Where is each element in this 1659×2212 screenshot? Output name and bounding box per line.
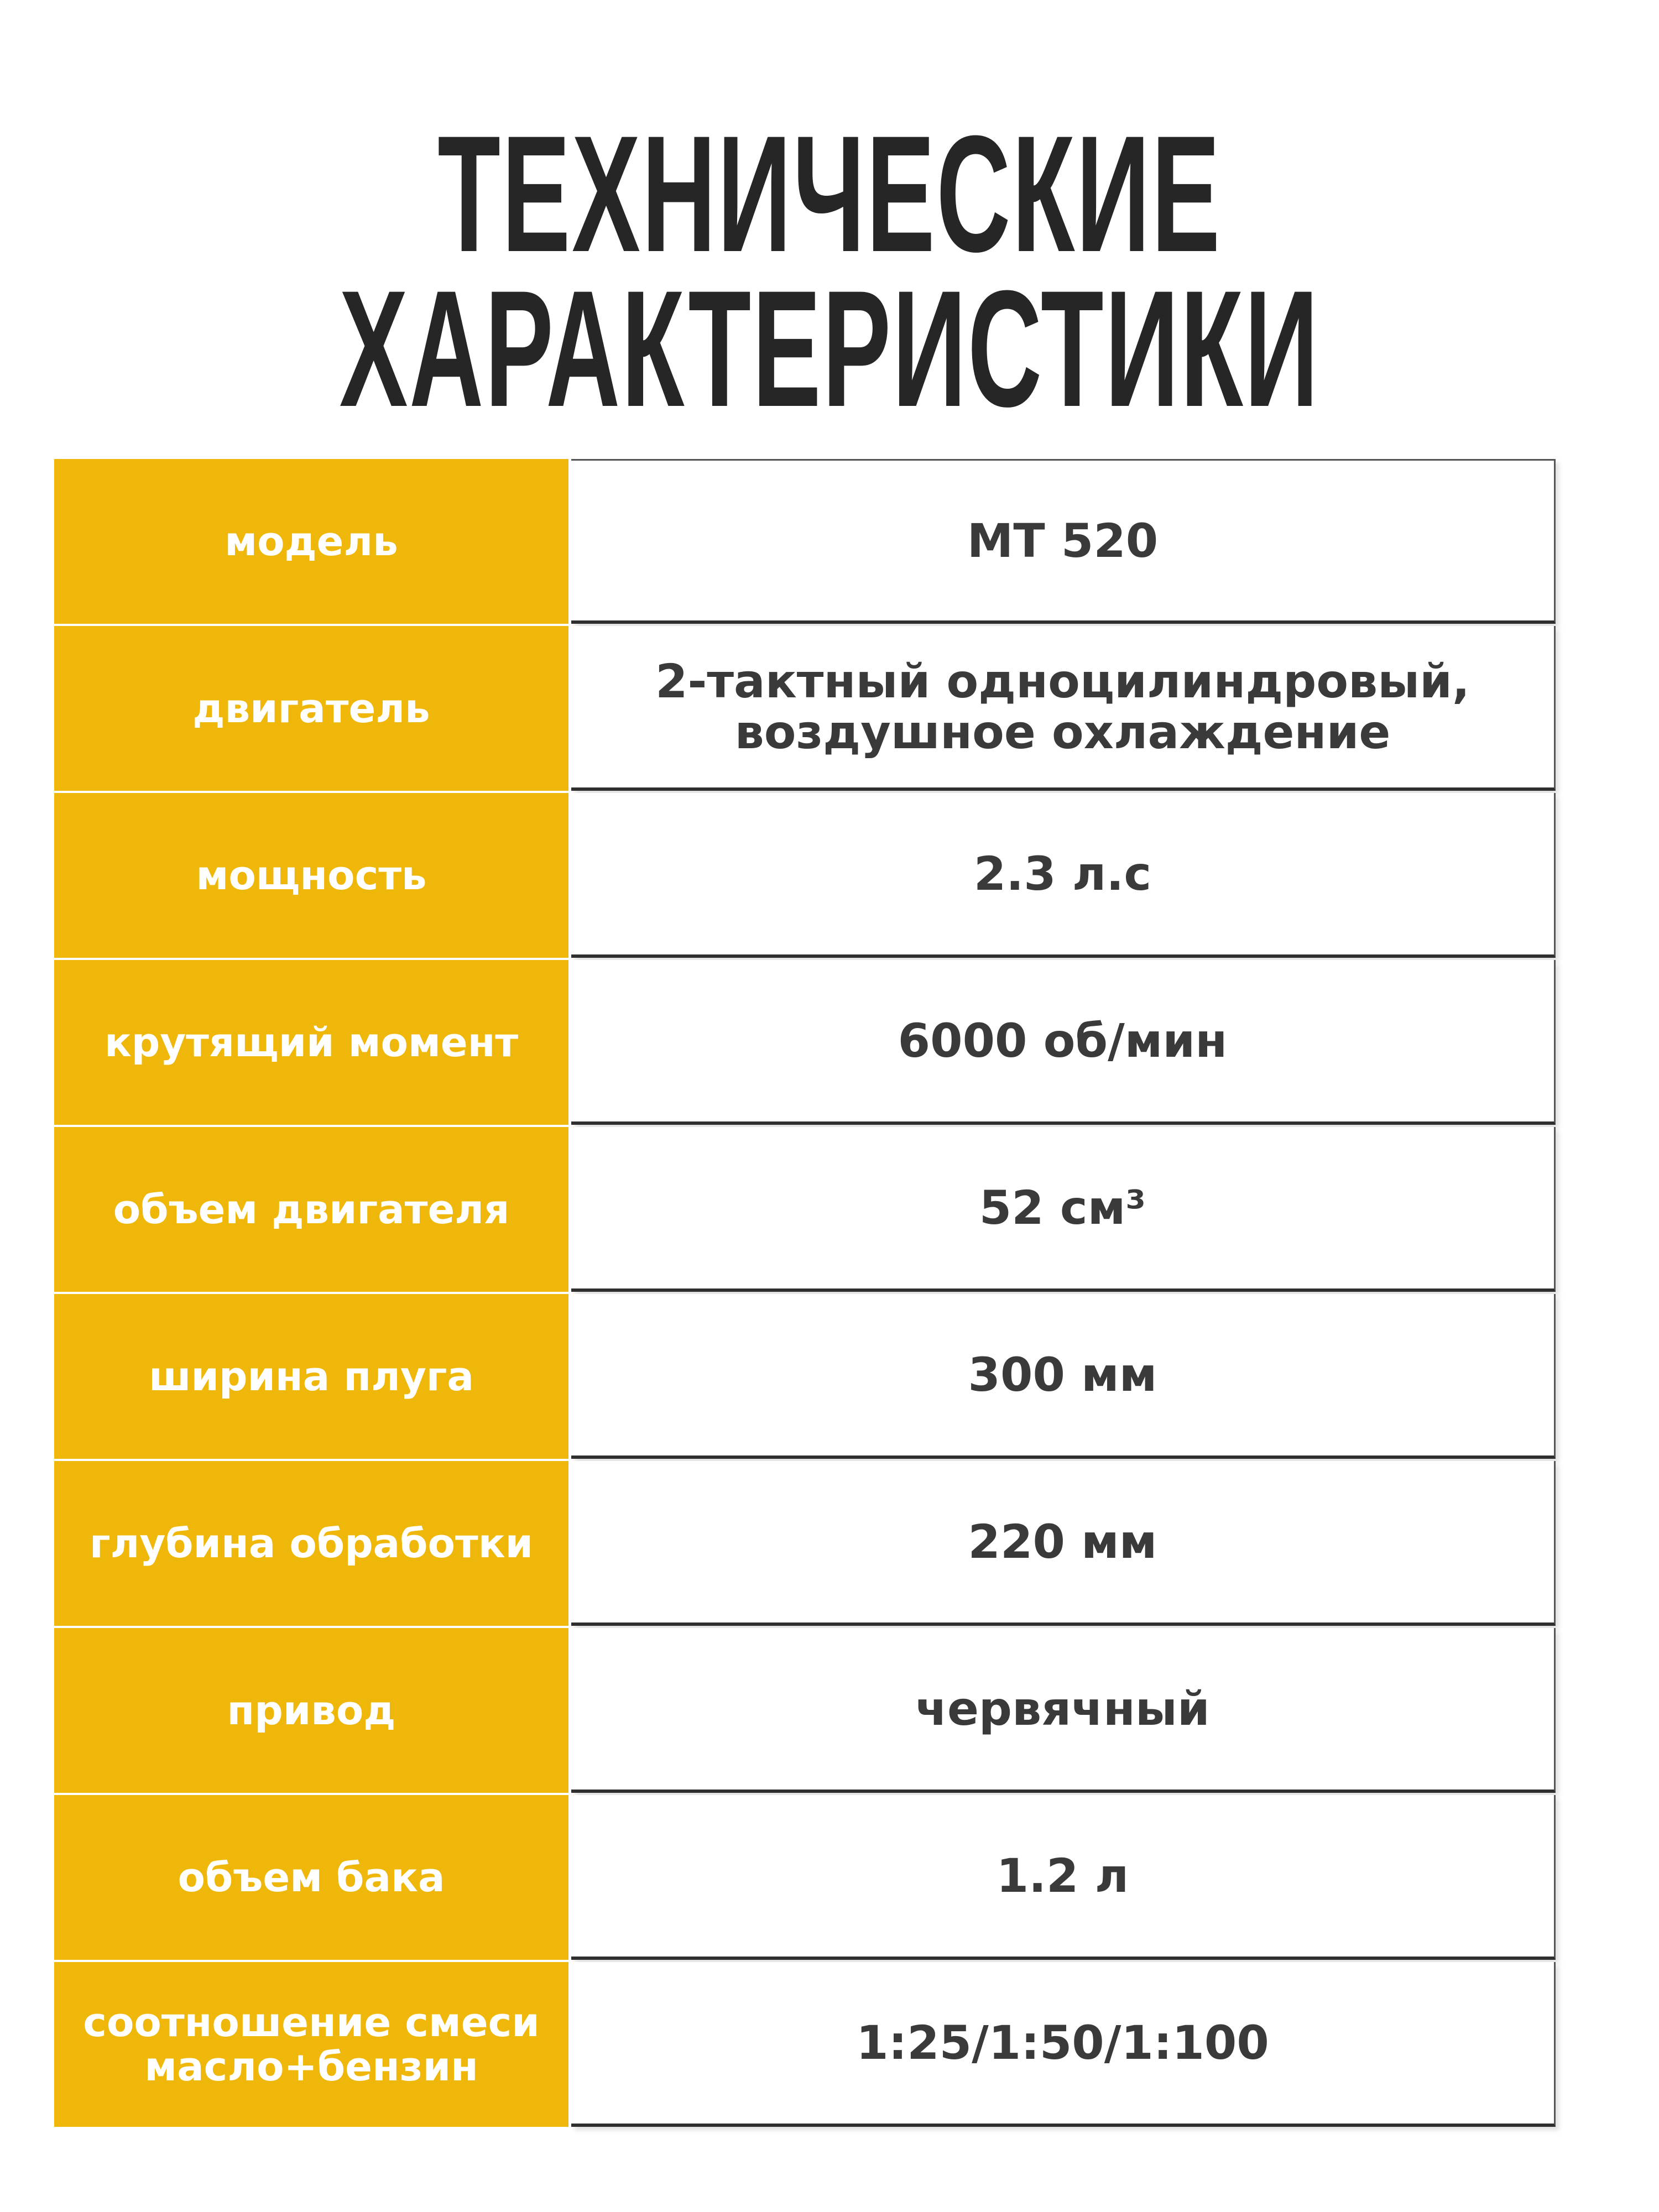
spec-key-cell <box>54 626 568 791</box>
page-title-line-1: ТЕХНИЧЕСКИЕ <box>437 101 1222 286</box>
spec-value-cell <box>571 1962 1556 2127</box>
spec-value-cell <box>571 960 1556 1125</box>
spec-row-fuel-mix <box>54 1962 1554 2128</box>
spec-key-label: привод <box>227 1687 396 1734</box>
spec-key-label: глубина обработки <box>89 1520 534 1567</box>
spec-key-label: модель <box>225 518 398 565</box>
spec-value-text: MT 520 <box>967 513 1159 568</box>
spec-value-cell <box>571 1795 1556 1960</box>
spec-value-cell <box>571 793 1556 958</box>
spec-value-text: 2-тактный одноцилиндровый, воздушное охлаждение <box>655 654 1470 759</box>
spec-value-text: 52 см³ <box>979 1181 1146 1235</box>
spec-value-cell <box>571 459 1556 624</box>
spec-key-cell <box>54 1628 568 1793</box>
spec-value-text: 1:25/1:50/1:100 <box>856 2016 1269 2070</box>
spec-value-cell <box>571 1127 1556 1292</box>
spec-key-label: объем двигателя <box>113 1186 510 1233</box>
spec-row-plow-width <box>54 1294 1554 1460</box>
spec-value-cell <box>571 1461 1556 1626</box>
spec-row-model <box>54 459 1554 625</box>
spec-key-label: ширина плуга <box>149 1353 474 1400</box>
spec-row-power <box>54 793 1554 959</box>
spec-key-cell <box>54 459 568 624</box>
spec-key-cell <box>54 1962 568 2127</box>
spec-key-cell <box>54 960 568 1125</box>
spec-key-label: мощность <box>196 852 427 899</box>
spec-row-torque <box>54 960 1554 1126</box>
spec-value-cell <box>571 1294 1556 1459</box>
spec-key-label: двигатель <box>192 685 430 732</box>
spec-value-text: червячный <box>915 1682 1210 1736</box>
spec-value-text: 300 мм <box>968 1348 1157 1402</box>
spec-value-text: 2.3 л.с <box>973 847 1152 901</box>
spec-row-engine <box>54 626 1554 792</box>
spec-key-cell <box>54 793 568 958</box>
spec-value-text: 6000 об/мин <box>898 1014 1228 1068</box>
spec-key-label: крутящий момент <box>104 1019 519 1066</box>
spec-key-label: объем бака <box>178 1854 445 1901</box>
spec-row-drive <box>54 1628 1554 1794</box>
spec-key-cell <box>54 1461 568 1626</box>
spec-value-text: 220 мм <box>968 1515 1157 1569</box>
spec-key-cell <box>54 1795 568 1960</box>
spec-value-text: 1.2 л <box>996 1849 1129 1903</box>
spec-value-cell <box>571 626 1556 791</box>
spec-row-tank-volume <box>54 1795 1554 1961</box>
spec-key-label: соотношение смеси масло+бензин <box>83 1999 540 2090</box>
page-title <box>315 101 1344 441</box>
spec-key-cell <box>54 1127 568 1292</box>
spec-row-tilling-depth <box>54 1461 1554 1627</box>
page-title-line-2: ХАРАКТЕРИСТИКИ <box>339 255 1320 441</box>
spec-value-cell <box>571 1628 1556 1793</box>
spec-row-displacement <box>54 1127 1554 1293</box>
spec-key-cell <box>54 1294 568 1459</box>
